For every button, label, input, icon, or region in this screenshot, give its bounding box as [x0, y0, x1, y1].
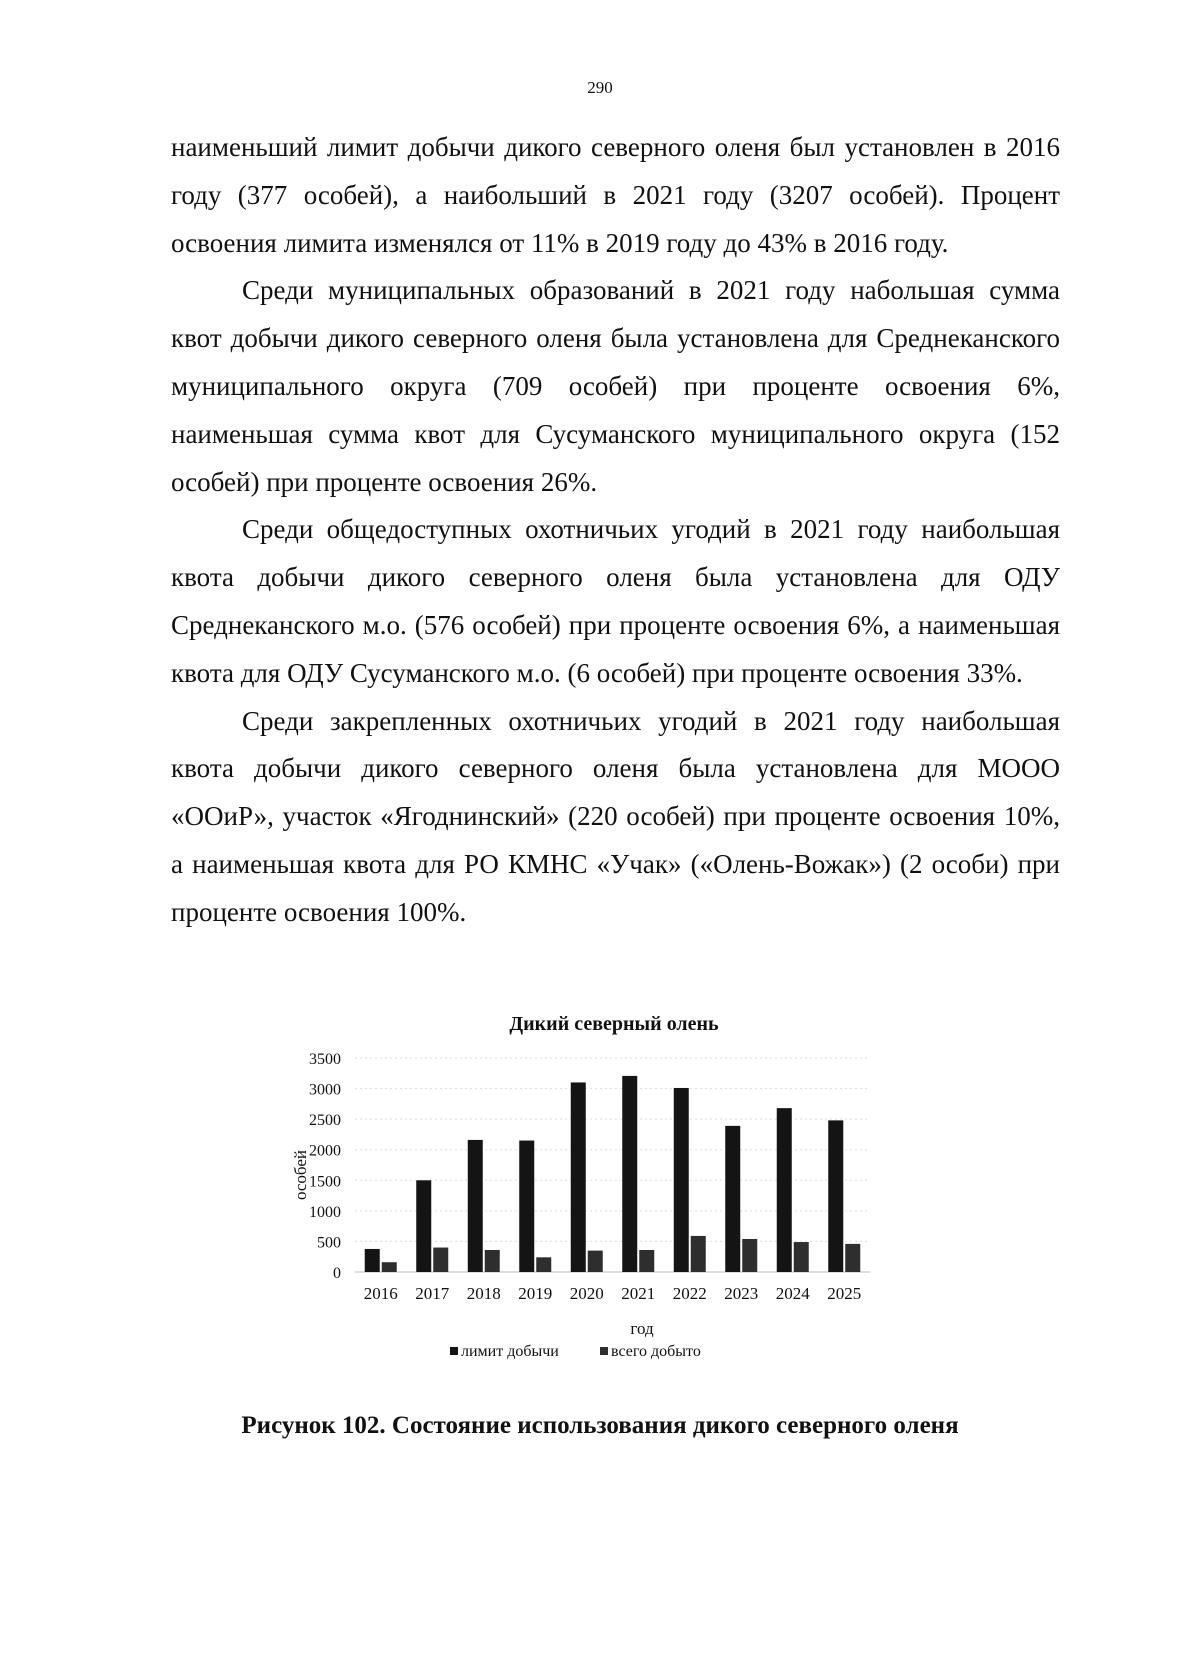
x-tick-label: 2024	[775, 1284, 810, 1303]
bar-limit	[571, 1082, 586, 1272]
bar-limit	[725, 1126, 740, 1272]
paragraph-4: Среди закрепленных охотничьих угодий в 2021 году наибольшая квота добычи дикого северного оленя была установлена для МООО «ООиР», участок «Ягоднинский» (220 особей) при проценте освоения 10%, а наименьшая квота для РО КМНС «Учак» («Олень-Вожак») (2 особи) при проценте освоения 100%.	[171, 705, 1060, 927]
y-tick-label: 1500	[309, 1173, 341, 1191]
chart-x-axis-label: год	[630, 1319, 654, 1338]
chart-y-ticks	[309, 1051, 341, 1282]
x-tick-label: 2019	[518, 1284, 553, 1303]
bar-limit	[468, 1140, 483, 1272]
y-tick-label: 2000	[309, 1142, 341, 1160]
figure-caption: Рисунок 102. Состояние использования дикого северного оленя	[241, 1412, 959, 1439]
chart-bars	[365, 1076, 861, 1272]
bar-limit	[365, 1249, 380, 1272]
bar-limit	[519, 1141, 534, 1272]
bar-harvested	[742, 1239, 757, 1272]
bar-limit	[777, 1108, 792, 1272]
bar-limit	[674, 1088, 689, 1272]
y-tick-label: 0	[333, 1265, 341, 1282]
legend-swatch	[600, 1347, 608, 1355]
bar-harvested	[691, 1236, 706, 1272]
bar-harvested	[588, 1251, 603, 1272]
y-tick-label: 3000	[309, 1081, 341, 1099]
x-tick-label: 2025	[827, 1284, 862, 1303]
chart-y-axis-label: особей	[291, 1149, 310, 1201]
chart-svg	[280, 1000, 930, 1380]
x-tick-label: 2021	[621, 1284, 656, 1303]
bar-limit	[416, 1180, 431, 1272]
y-tick-label: 2500	[309, 1112, 341, 1130]
legend-label: лимит добычи	[461, 1343, 559, 1360]
chart	[280, 1000, 930, 1380]
bar-harvested	[536, 1257, 551, 1272]
bar-limit	[828, 1120, 843, 1272]
x-tick-label: 2022	[672, 1284, 707, 1303]
paragraph-3: Среди общедоступных охотничьих угодий в 2021 году наибольшая квота добычи дикого северного оленя была установлена для ОДУ Среднеканского м.о. (576 особей) при проценте освоения 6%, а наименьшая квота для ОДУ Сусуманского м.о. (6 особей) при проценте освоения 33%.	[171, 514, 1060, 688]
paragraph-2: Среди муниципальных образований в 2021 году набольшая сумма квот добычи дикого северного оленя была установлена для Среднеканского муниципального округа (709 особей) при проценте освоения 6%, наименьшая сумма квот для Сусуманского муниципального округа (152 особей) при проценте освоения 26%.	[171, 275, 1060, 497]
bar-harvested	[794, 1242, 809, 1272]
body-text	[171, 124, 1060, 937]
x-tick-label: 2023	[724, 1284, 759, 1303]
page-number: 290	[587, 78, 613, 97]
bar-harvested	[639, 1250, 654, 1272]
y-tick-label: 3500	[309, 1051, 341, 1068]
paragraph-1: наименьший лимит добычи дикого северного оленя был установлен в 2016 году (377 особей), а наибольший в 2021 году (3207 особей). Процент освоения лимита изменялся от 11% в 2019 году до 43% в 2016 году.	[171, 132, 1060, 258]
chart-grid	[355, 1058, 870, 1272]
bar-harvested	[433, 1248, 448, 1272]
bar-harvested	[845, 1244, 860, 1272]
bar-harvested	[485, 1250, 500, 1272]
legend-label: всего добыто	[611, 1343, 701, 1360]
y-tick-label: 1000	[309, 1203, 341, 1221]
bar-limit	[622, 1076, 637, 1272]
x-tick-label: 2016	[363, 1284, 398, 1303]
x-tick-label: 2020	[569, 1284, 604, 1303]
chart-x-ticks	[364, 1284, 862, 1303]
x-tick-label: 2018	[466, 1284, 501, 1303]
legend-swatch	[450, 1347, 458, 1355]
x-tick-label: 2017	[415, 1284, 450, 1303]
chart-title: Дикий северный олень	[509, 1013, 719, 1035]
y-tick-label: 500	[317, 1234, 341, 1252]
bar-harvested	[382, 1262, 397, 1272]
chart-legend	[450, 1343, 701, 1360]
